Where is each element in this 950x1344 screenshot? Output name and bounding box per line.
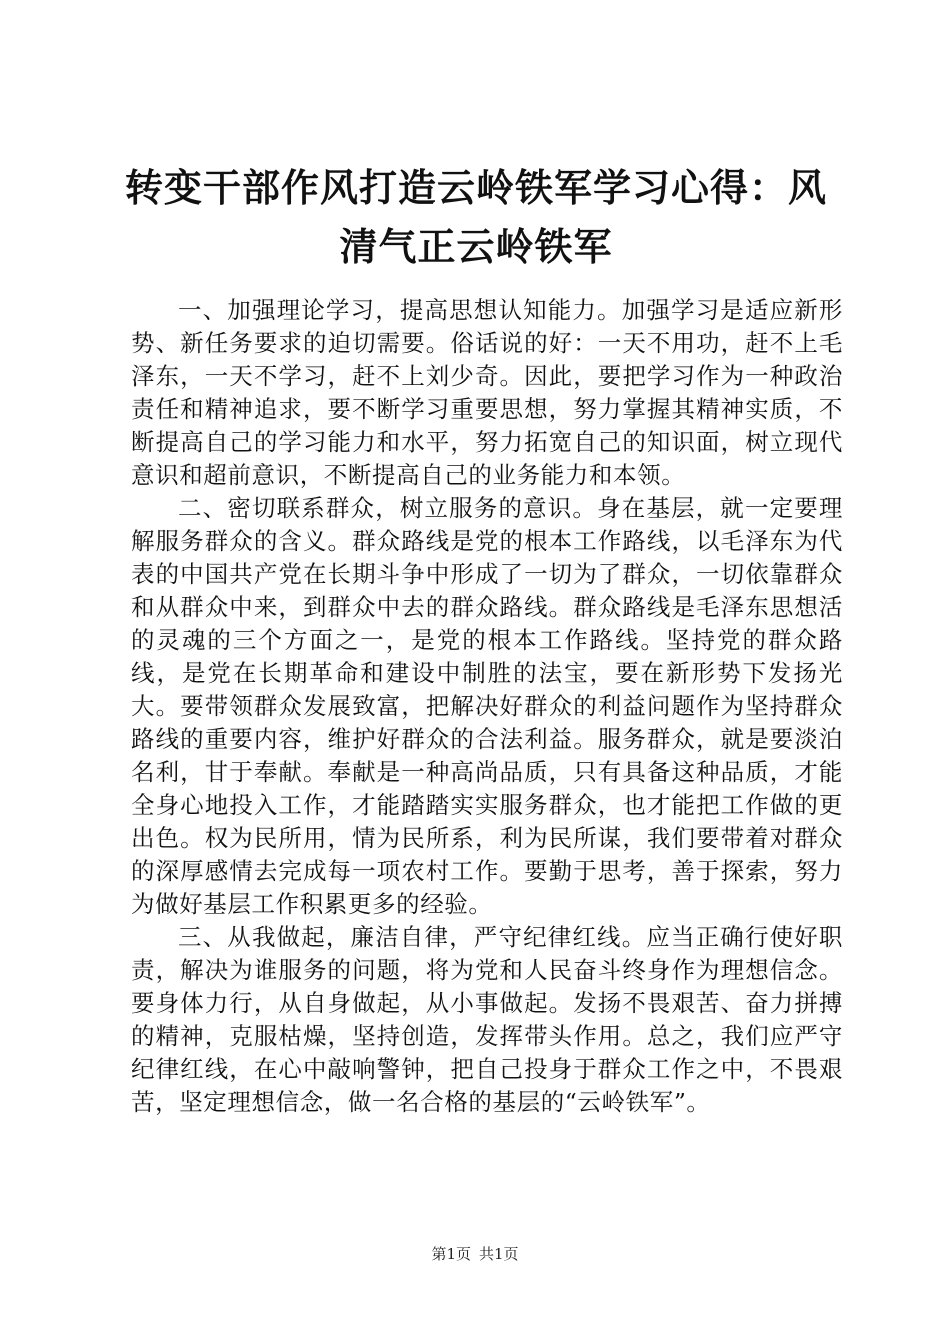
document-title: 转变干部作风打造云岭铁军学习心得：风清气正云岭铁军 — [124, 165, 827, 269]
paragraph-3: 三、从我做起，廉洁自律，严守纪律红线。应当正确行使好职责，解决为谁服务的问题，将为党和人民奋斗终身作为理想信念。要身体力行，从自身做起，从小事做起。发扬不畏艰苦、奋力拼搏的精神，克服枯燥，坚持创造，发挥带头作用。总之，我们应严守纪律红线，在心中敲响警钟，把自己投身于群众工作之中，不畏艰苦，坚定理想信念，做一名合格的基层的“云岭铁军”。 — [131, 923, 843, 1116]
page-footer — [0, 1244, 950, 1264]
page-total: 共1页 — [479, 1245, 519, 1263]
paragraph-1: 一、加强理论学习，提高思想认知能力。加强学习是适应新形势、新任务要求的迫切需要。俗话说的好：一天不用功，赶不上毛泽东，一天不学习，赶不上刘少奇。因此，要把学习作为一种政治责任和精神追求，要不断学习重要思想，努力掌握其精神实质，不断提高自己的学习能力和水平，努力拓宽自己的知识面，树立现代意识和超前意识，不断提高自己的业务能力和本领。 — [131, 296, 843, 489]
document-body — [131, 294, 843, 1119]
page-number: 第1页 — [431, 1245, 471, 1263]
paragraph-2: 二、密切联系群众，树立服务的意识。身在基层，就一定要理解服务群众的含义。群众路线是党的根本工作路线，以毛泽东为代表的中国共产党在长期斗争中形成了一切为了群众，一切依靠群众和从群众中来，到群众中去的群众路线。群众路线是毛泽东思想活的灵魂的三个方面之一，是党的根本工作路线。坚持党的群众路线，是党在长期革命和建设中制胜的法宝，要在新形势下发扬光大。要带领群众发展致富，把解决好群众的利益问题作为坚持群众路线的重要内容，维护好群众的合法利益。服务群众，就是要淡泊名利，甘于奉献。奉献是一种高尚品质，只有具备这种品质，才能全身心地投入工作，才能踏踏实实服务群众，也才能把工作做的更出色。权为民所用，情为民所系，利为民所谋，我们要带着对群众的深厚感情去完成每一项农村工作。要勤于思考，善于探索，努力为做好基层工作积累更多的经验。 — [131, 494, 843, 918]
